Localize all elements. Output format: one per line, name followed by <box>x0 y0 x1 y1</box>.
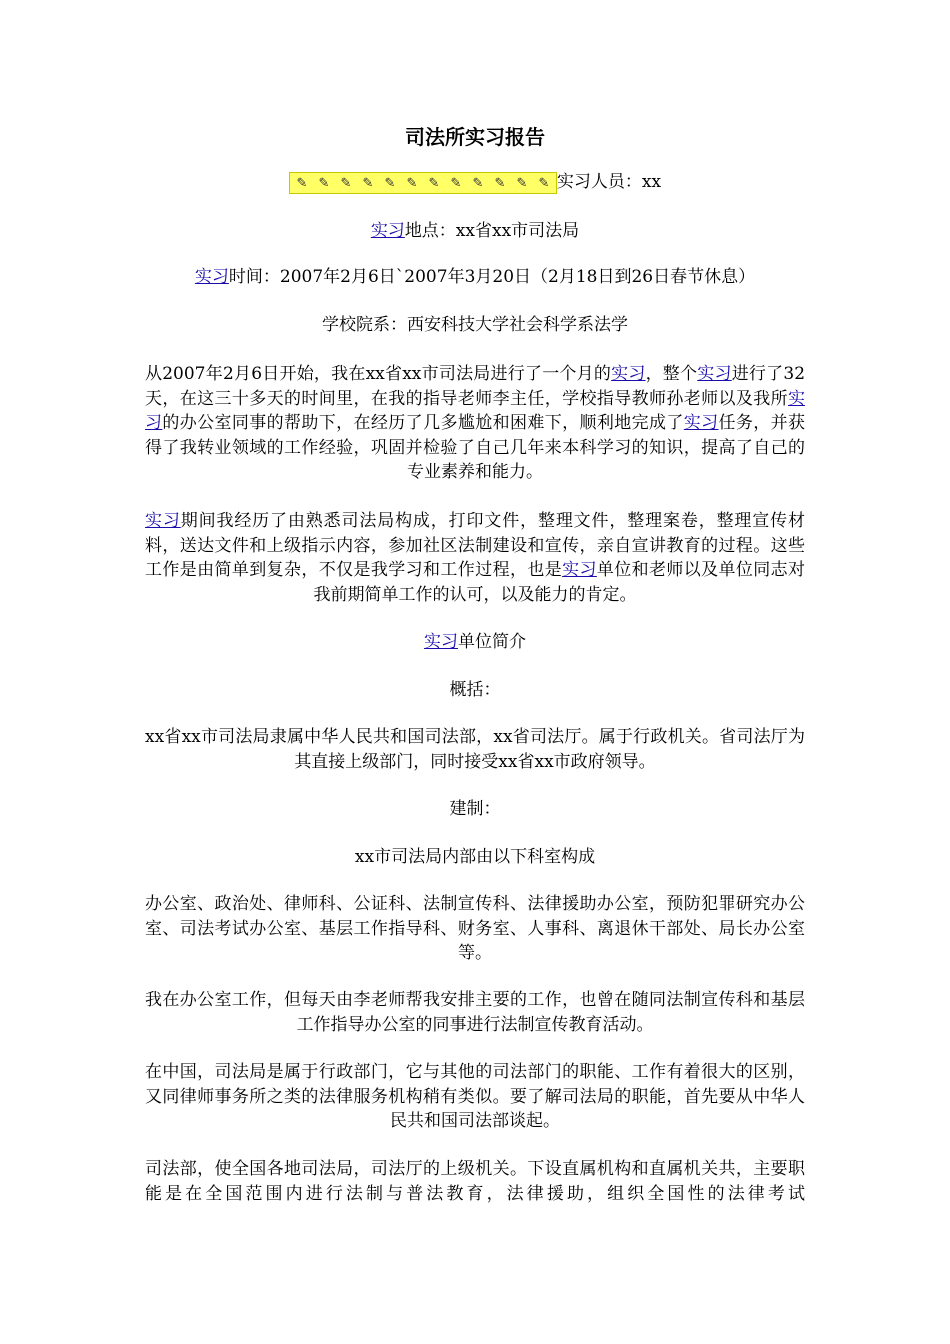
internship-link[interactable]: 实习 <box>611 364 646 384</box>
departments-text: 办公室、政治处、律师科、公证科、法制宣传科、法律援助办公室，预防犯罪研究办公室、司法考试办公室、基层工作指导科、财务室、人事科、离退休干部处、局长办公室等。 <box>145 894 805 963</box>
section-heading-unit <box>145 630 805 655</box>
time-line <box>145 265 805 290</box>
overview-text: xx省xx市司法局隶属中华人民共和国司法部，xx省司法厅。属于行政机关。省司法厅为其直接上级部门，同时接受xx省xx市政府领导。 <box>145 727 805 772</box>
structure-label: 建制： <box>449 799 501 819</box>
attachment-icon: ✎ <box>494 175 506 191</box>
internship-link[interactable]: 实习 <box>145 511 181 531</box>
attachment-icon: ✎ <box>450 175 462 191</box>
china-text: 在中国，司法局是属于行政部门，它与其他的司法部门的职能、工作有着很大的区别，又同律师事务所之类的法律服务机构稍有类似。要了解司法局的职能，首先要从中华人民共和国司法部谈起。 <box>145 1062 805 1131</box>
attachment-icon: ✎ <box>318 175 330 191</box>
attachment-icon: ✎ <box>406 175 418 191</box>
internship-link[interactable]: 实习 <box>145 388 805 433</box>
time-text: 时间：2007年2月6日`2007年3月20日（2月18日到26日春节休息） <box>228 267 756 287</box>
attachment-icon: ✎ <box>428 175 440 191</box>
internship-link[interactable]: 实习 <box>194 267 229 287</box>
structure-intro: xx市司法局内部由以下科室构成 <box>354 847 596 867</box>
school-line: 学校院系：西安科技大学社会科学系法学 <box>322 315 628 335</box>
paragraph-intro <box>145 362 805 485</box>
attachment-icon: ✎ <box>538 175 550 191</box>
overview-label: 概括： <box>449 680 501 700</box>
attachment-icon: ✎ <box>340 175 352 191</box>
attachment-icon: ✎ <box>296 175 308 191</box>
internship-link[interactable]: 实习 <box>370 221 405 241</box>
internship-link[interactable]: 实习 <box>697 364 732 384</box>
text-run: 的办公室同事的帮助下，在经历了几多尴尬和困难下，顺利地完成了 <box>162 413 684 433</box>
ministry-text: 司法部，使全国各地司法局，司法厅的上级机关。下设直属机构和直属机关共，主要职能是在全国范围内进行法制与普法教育，法律援助，组织全国性的法律考试 <box>145 1159 805 1204</box>
attachment-icon: ✎ <box>472 175 484 191</box>
attachment-icon: ✎ <box>516 175 528 191</box>
attachment-icon-strip <box>289 172 557 194</box>
paragraph-duties <box>145 509 805 607</box>
location-line <box>145 219 805 244</box>
text-run: 单位和老师以及单位同志对我前期简单工作的认可，以及能力的肯定。 <box>313 560 806 605</box>
attachment-icon: ✎ <box>384 175 396 191</box>
text-run: 期间我经历了由熟悉司法局构成，打印文件，整理文件，整理案卷，整理宣传材料，送达文件和上级指示内容，参加社区法制建设和宣传，亲自宣讲教育的过程。这些工作是由简单到复杂，不仅是我学习和工作过程，也是 <box>145 511 806 580</box>
intern-label: 实习人员：xx <box>556 172 662 192</box>
text-run: 进行了32天，在这三十多天的时间里，在我的指导老师李主任，学校指导教师孙老师以及我所 <box>145 364 806 409</box>
internship-link[interactable]: 实习 <box>424 632 458 652</box>
page-title: 司法所实习报告 <box>405 125 545 149</box>
intern-line <box>145 170 805 195</box>
text-run: 任务，并获得了我转业领域的工作经验，巩固并检验了自己几年来本科学习的知识，提高了自己的专业素养和能力。 <box>145 413 806 482</box>
attachment-icon: ✎ <box>362 175 374 191</box>
text-run: ，整个 <box>645 364 698 384</box>
location-text: 地点：xx省xx市司法局 <box>404 221 580 241</box>
text-run: 从2007年2月6日开始，我在xx省xx市司法局进行了一个月的 <box>145 364 612 384</box>
internship-link[interactable]: 实习 <box>683 413 719 433</box>
section-title: 单位简介 <box>458 632 526 652</box>
work-text: 我在办公室工作，但每天由李老师帮我安排主要的工作，也曾在随同法制宣传科和基层工作指导办公室的同事进行法制宣传教育活动。 <box>145 990 805 1035</box>
internship-link[interactable]: 实习 <box>562 560 597 580</box>
